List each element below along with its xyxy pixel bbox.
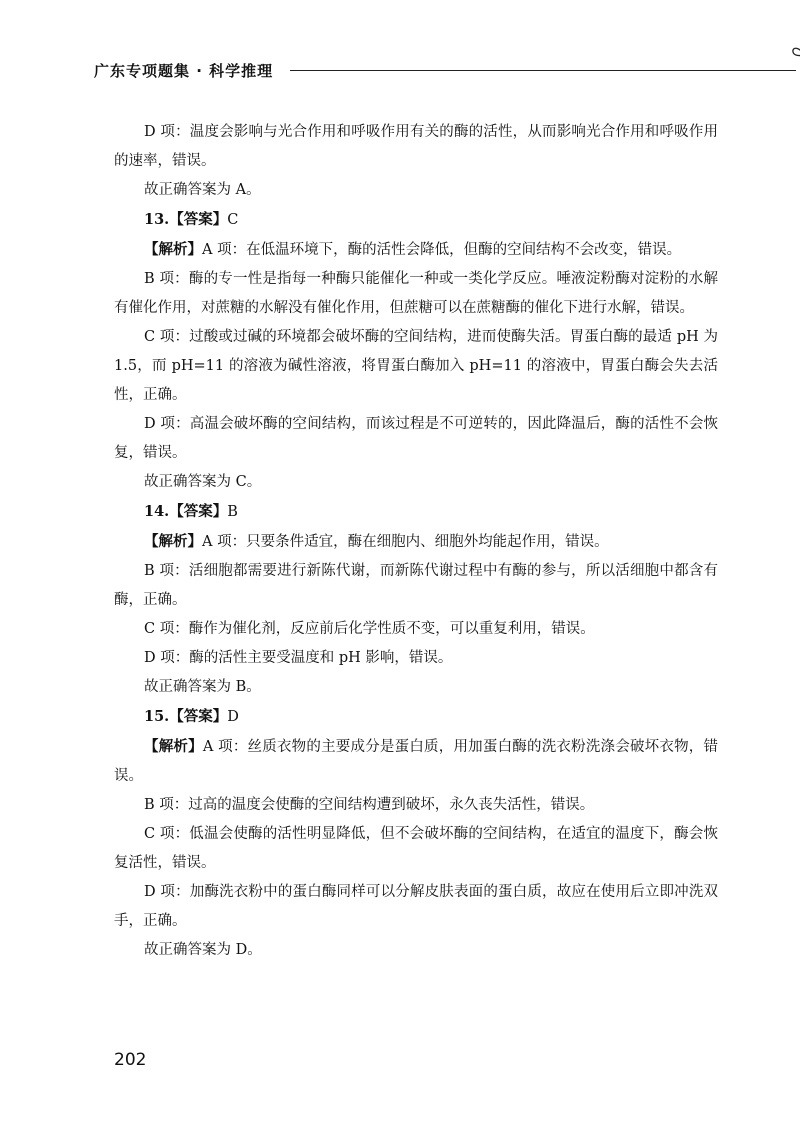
answer-label: 13.【答案】 [144,211,228,228]
answer-value: D [227,709,239,725]
analysis-text: A 项：在低温环境下，酶的活性会降低，但酶的空间结构不会改变，错误。 [202,242,682,258]
answer-label: 15.【答案】 [144,708,228,725]
analysis-label: 【解析】 [144,533,202,550]
header-rule [290,70,796,71]
analysis-label: 【解析】 [144,738,203,755]
sprout-icon [790,40,800,76]
body-paragraph: D 项：温度会影响与光合作用和呼吸作用有关的酶的活性，从而影响光合作用和呼吸作用的速率，错误。 [114,124,718,169]
analysis-paragraph [114,732,718,791]
body-paragraph: B 项：活细胞都需要进行新陈代谢，而新陈代谢过程中有酶的参与，所以活细胞中都含有酶，正确。 [114,563,718,608]
answer-line [114,497,718,527]
body-paragraph: C 项：低温会使酶的活性明显降低，但不会破坏酶的空间结构，在适宜的温度下，酶会恢复活性，错误。 [114,826,718,871]
answer-label: 14.【答案】 [144,503,228,520]
body-paragraph: B 项：酶的专一性是指每一种酶只能催化一种或一类化学反应。唾液淀粉酶对淀粉的水解有催化作用，对蔗糖的水解没有催化作用，但蔗糖可以在蔗糖酶的催化下进行水解，错误。 [114,271,718,316]
solution-content [114,118,718,965]
body-paragraph: 故正确答案为 C。 [144,474,262,490]
page-header [94,60,714,82]
body-paragraph: 故正确答案为 D。 [144,942,262,958]
body-paragraph: C 项：酶作为催化剂，反应前后化学性质不变，可以重复利用，错误。 [144,621,595,637]
answer-line [114,205,718,235]
body-paragraph: 故正确答案为 B。 [144,679,261,695]
analysis-paragraph [114,235,718,265]
analysis-label: 【解析】 [144,241,202,258]
body-paragraph: D 项：酶的活性主要受温度和 pH 影响，错误。 [144,650,453,666]
analysis-paragraph [114,527,718,557]
body-paragraph: 故正确答案为 A。 [144,182,261,198]
header-title: 广东专项题集 · 科学推理 [94,62,274,80]
answer-value: B [227,504,238,520]
body-paragraph: B 项：过高的温度会使酶的空间结构遭到破坏，永久丧失活性，错误。 [144,797,595,813]
answer-line [114,702,718,732]
answer-value: C [227,212,239,228]
body-paragraph: D 项：加酶洗衣粉中的蛋白酶同样可以分解皮肤表面的蛋白质，故应在使用后立即冲洗双手，正确。 [114,884,718,929]
body-paragraph: D 项：高温会破坏酶的空间结构，而该过程是不可逆转的，因此降温后，酶的活性不会恢复，错误。 [114,416,718,461]
body-paragraph: C 项：过酸或过碱的环境都会破坏酶的空间结构，进而使酶失活。胃蛋白酶的最适 pH 为 1.5，而 pH=11 的溶液为碱性溶液，将胃蛋白酶加入 pH=11 的溶液中，胃蛋白酶会失去活性，正确。 [114,329,718,403]
analysis-text: A 项：只要条件适宜，酶在细胞内、细胞外均能起作用，错误。 [202,534,609,550]
page-number: 202 [114,1050,147,1070]
analysis-text: A 项：丝质衣物的主要成分是蛋白质，用加蛋白酶的洗衣粉洗涤会破坏衣物，错误。 [114,739,719,784]
